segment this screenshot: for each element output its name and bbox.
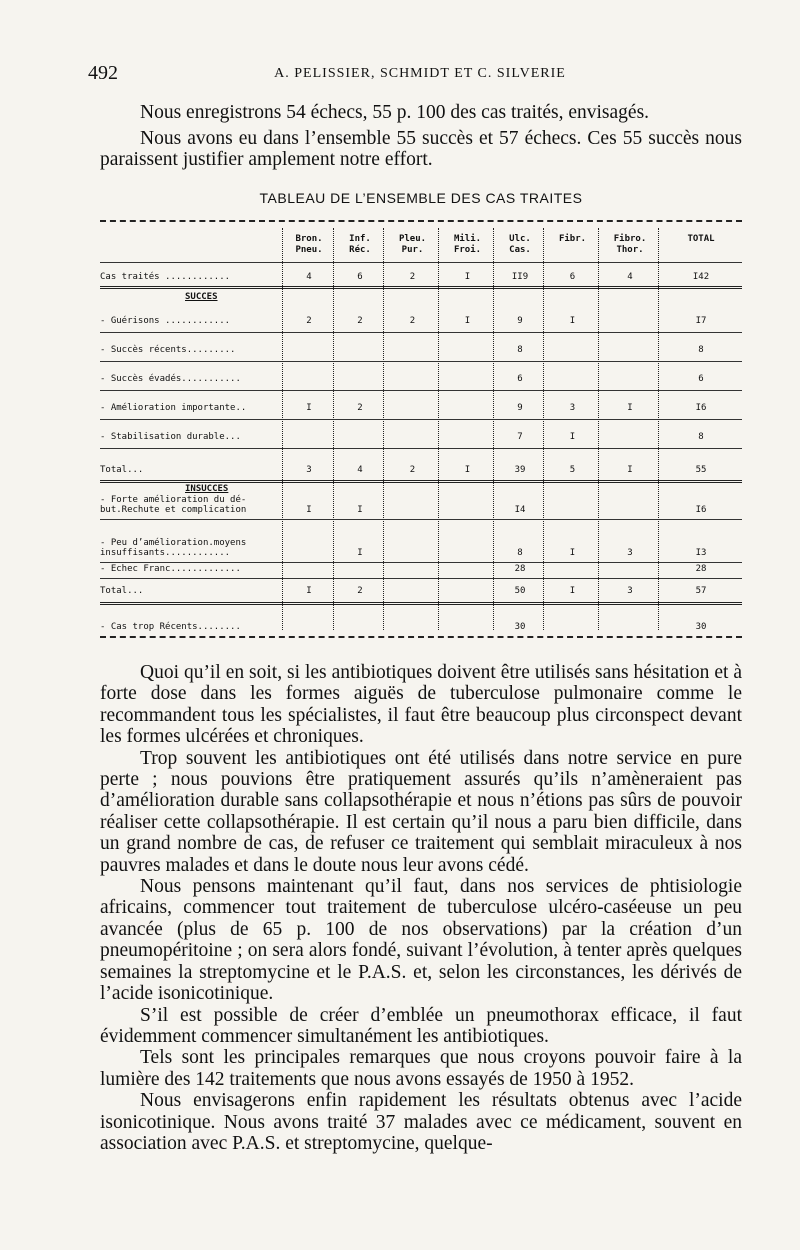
body-paragraph-3: Nous pensons maintenant qu’il faut, dans nos services de phtisiologie africains, commencer tout traitement de tuberculose ulcéro-caséeuse un peu avancée (plus de 65 p. 100 de nos observations) par la création d’un pneumopéritoine ; on sera alors fondé, suivant l’évolution, à tenter après quelques semaines la streptomycine et le P.A.S. et, selon les circonstances, les dérivés de l’acide isonicotinique.	[100, 876, 742, 1005]
recents-row-cell: 30	[695, 622, 707, 632]
body-text	[100, 662, 742, 1154]
column-header: Fibr.	[558, 234, 587, 244]
insucces-row-1-cell: I3	[695, 548, 707, 558]
succes-row-4-label: - Stabilisation durable...	[100, 432, 241, 442]
succes-row-0-cell: 2	[306, 316, 312, 326]
column-header: Pleu.	[398, 234, 427, 244]
table-rule	[100, 562, 742, 563]
succes-row-0-cell: I7	[695, 316, 707, 326]
insucces-total-row-cell: I	[569, 586, 576, 596]
table-rule	[100, 602, 742, 605]
column-separator	[438, 228, 439, 630]
table-rule	[100, 390, 742, 391]
column-separator	[658, 228, 659, 630]
succes-row-0-cell: 2	[409, 316, 416, 326]
succes-total-row-cell: I	[464, 465, 471, 475]
table-rule	[100, 361, 742, 362]
cas-traites-row-cell: 6	[357, 272, 363, 282]
page-header	[88, 62, 740, 90]
cas-traites-row-cell: I42	[692, 272, 710, 282]
succes-row-2-cell: 6	[517, 374, 523, 384]
succes-row-0-cell: 9	[517, 316, 523, 326]
body-paragraph-4: S’il est possible de créer d’emblée un pneumothorax efficace, il faut évidemment commencer simultanément les antibiotiques.	[100, 1004, 742, 1047]
succes-row-0-label: - Guérisons ............	[100, 316, 231, 326]
succes-total-row-cell: 55	[695, 465, 707, 475]
intro-paragraph-1: Nous enregistrons 54 échecs, 55 p. 100 des cas traités, envisagés.	[140, 102, 650, 123]
table-rule	[100, 220, 742, 222]
insucces-total-row-label: Total...	[100, 586, 144, 596]
table-rule	[100, 286, 742, 289]
column-header: Bron.	[295, 234, 323, 244]
succes-row-3-cell: I	[627, 403, 633, 413]
succes-total-row-label: Total...	[100, 465, 144, 475]
cas-traites-row-cell: 6	[569, 272, 576, 282]
page-number: 492	[88, 62, 118, 84]
insucces-row-1-cell: 3	[627, 548, 633, 558]
succes-row-3-cell: 9	[517, 403, 523, 413]
insucces-row-0-cell: I	[357, 505, 363, 515]
recents-row-cell: 30	[514, 622, 526, 632]
succes-total-row-cell: 2	[409, 465, 416, 475]
body-paragraph-6: Nous envisagerons enfin rapidement les résultats obtenus avec l’acide isonicotinique. Nous avons traité 37 malades avec ce médicament, souvent en association avec P.A.S. et streptomycine, quelque-	[100, 1090, 742, 1154]
succes-row-1-cell: 8	[517, 345, 523, 355]
insucces-total-row-cell: 50	[514, 586, 526, 596]
succes-total-row-cell: 5	[569, 465, 576, 475]
cas-traites-row-cell: 4	[306, 272, 312, 282]
cas-traites-row-cell: 4	[627, 272, 633, 282]
column-separator	[282, 228, 283, 630]
succes-row-3-cell: I	[306, 403, 312, 413]
column-header-sub: Froi.	[453, 245, 482, 255]
succes-row-3-label: - Amélioration importante..	[100, 403, 247, 413]
insucces-total-row-cell: 57	[695, 586, 707, 596]
column-header: TOTAL	[687, 234, 715, 244]
succes-row-0-cell: I	[569, 316, 576, 326]
body-paragraph-5: Tels sont les principales remarques que nous croyons pouvoir faire à la lumière des 142 traitements que nous avons essayés de 1950 à 1952.	[100, 1047, 742, 1090]
section-insucces: INSUCCES	[185, 484, 229, 494]
succes-row-2-label: - Succès évadés...........	[100, 374, 241, 384]
succes-row-3-cell: I6	[695, 403, 707, 413]
column-header-sub: Pneu.	[295, 245, 323, 255]
column-header-sub: Pur.	[401, 245, 424, 255]
column-header-sub: Cas.	[509, 245, 531, 255]
column-separator	[383, 228, 384, 630]
insucces-row-1-cell: 8	[517, 548, 523, 558]
table-rule	[100, 480, 742, 483]
insucces-row-1-label-2: insuffisants............	[100, 548, 231, 558]
table-title: TABLEAU DE L’ENSEMBLE DES CAS TRAITES	[259, 190, 583, 206]
succes-row-4-cell: 8	[698, 432, 704, 442]
column-separator	[598, 228, 599, 630]
table-rule	[100, 262, 742, 263]
table-rule	[100, 636, 742, 638]
succes-row-4-cell: 7	[517, 432, 523, 442]
body-paragraph-2: Trop souvent les antibiotiques ont été utilisés dans notre service en pure perte ; nous pouvions être pratiquement assurés qu’ils n’amèneraient pas d’amélioration durable sans collapsothérapie et nous n’étions pas sûrs de pouvoir réaliser cette collapsothérapie. Il est certain qu’il nous a paru bien difficile, dans un grand nombre de cas, de refuser ce traitement qui semblait miraculeux à nos pauvres malades et dans le doute nous leur avons cédé.	[100, 747, 742, 876]
insucces-row-1-label: - Peu d’amélioration.moyens	[100, 538, 247, 548]
insucces-row-2-cell: 28	[695, 564, 707, 574]
insucces-row-1-cell: I	[569, 548, 576, 558]
succes-row-0-cell: 2	[357, 316, 363, 326]
succes-total-row-cell: 4	[357, 465, 363, 475]
succes-total-row-cell: 39	[514, 465, 526, 475]
column-header: Ulc.	[509, 234, 531, 244]
insucces-total-row-cell: 2	[357, 586, 363, 596]
insucces-row-2-cell: 28	[514, 564, 526, 574]
insucces-row-0-cell: I	[306, 505, 312, 515]
table-rule	[100, 578, 742, 579]
running-head: A. PELISSIER, SCHMIDT ET C. SILVERIE	[274, 66, 566, 81]
succes-row-2-cell: 6	[698, 374, 704, 384]
insucces-total-row-cell: 3	[627, 586, 633, 596]
cas-traites-row-label: Cas traités ............	[100, 272, 231, 282]
insucces-total-row-cell: I	[306, 586, 312, 596]
insucces-row-1-cell: I	[357, 548, 363, 558]
succes-row-4-cell: I	[569, 432, 576, 442]
section-succes: SUCCES	[185, 292, 218, 302]
succes-row-3-cell: 2	[357, 403, 363, 413]
insucces-row-0-cell: I6	[695, 505, 707, 515]
succes-total-row-cell: 3	[306, 465, 312, 475]
succes-row-1-cell: 8	[698, 345, 704, 355]
insucces-row-0-cell: I4	[514, 505, 526, 515]
table-rule	[100, 448, 742, 449]
column-header-sub: Thor.	[616, 245, 644, 255]
insucces-row-2-label: - Echec Franc.............	[100, 564, 241, 574]
cas-traites-row-cell: 2	[409, 272, 416, 282]
table-rule	[100, 419, 742, 420]
table-rule	[100, 332, 742, 333]
column-separator	[543, 228, 544, 630]
column-header: Inf.	[349, 234, 371, 244]
recents-row-label: - Cas trop Récents........	[100, 622, 241, 632]
succes-row-1-label: - Succès récents.........	[100, 345, 236, 355]
column-separator	[493, 228, 494, 630]
insucces-row-0-label: - Forte amélioration du dé-	[100, 495, 247, 505]
table-rule	[100, 519, 742, 520]
cas-traites-row-cell: II9	[511, 272, 529, 282]
column-header: Fibro.	[613, 234, 647, 244]
body-paragraph-1: Quoi qu’il en soit, si les antibiotiques doivent être utilisés sans hésitation et à forte dose dans les formes aiguës de tuberculose pulmonaire comme le recommandent tous les spécialistes, il faut être beaucoup plus circonspect devant les formes ulcérées et chroniques.	[100, 662, 742, 748]
column-header-sub: Réc.	[349, 245, 371, 255]
succes-row-0-cell: I	[464, 316, 471, 326]
succes-row-3-cell: 3	[569, 403, 576, 413]
column-header: Mili.	[453, 234, 482, 244]
insucces-row-0-label-2: but.Rechute et complication	[100, 505, 247, 515]
column-separator	[333, 228, 334, 630]
succes-total-row-cell: I	[627, 465, 633, 475]
intro-paragraph-2: Nous avons eu dans l’ensemble 55 succès et 57 échecs. Ces 55 succès nous paraissent justifier amplement notre effort.	[100, 128, 742, 170]
cas-traites-row-cell: I	[464, 272, 471, 282]
